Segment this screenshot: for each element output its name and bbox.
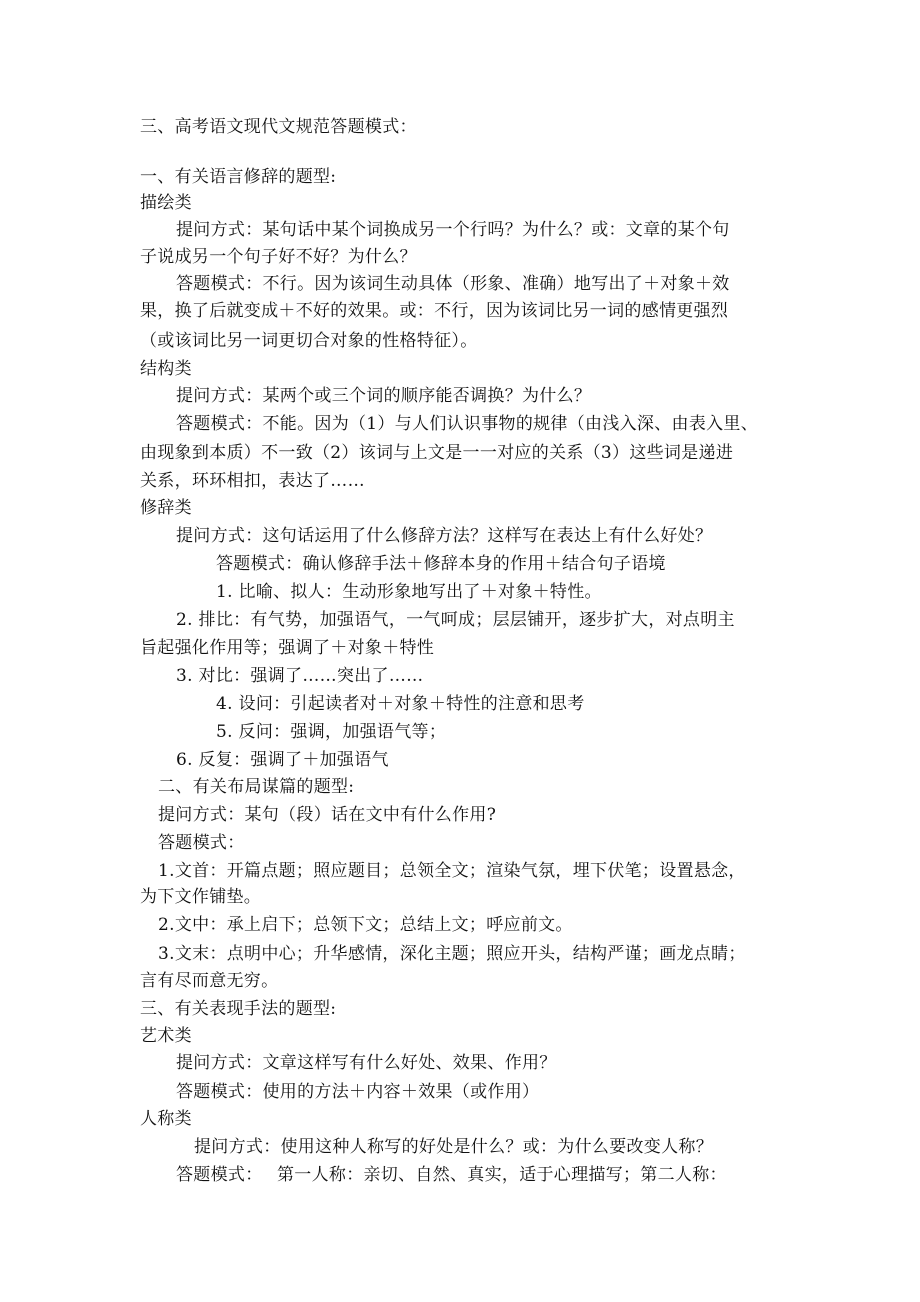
text-line: 由现象到本质）不一致（2）该词与上文是一一对应的关系（3）这些词是递进	[140, 443, 734, 463]
text-line: 子说成另一个句子好不好？为什么？	[140, 247, 417, 267]
text-line: 关系，环环相扣，表达了……	[140, 471, 365, 491]
list-item: 5. 反问：强调，加强语气等；	[216, 722, 447, 742]
text-line: 旨起强化作用等；强调了＋对象＋特性	[140, 638, 435, 658]
text-line: 提问方式：文章这样写有什么好处、效果、作用？	[176, 1053, 557, 1073]
text-line: 言有尽而意无穷。	[140, 971, 279, 991]
subheading-description: 描绘类	[140, 193, 192, 213]
document-title: 三、高考语文现代文规范答题模式：	[140, 117, 417, 137]
list-item: 1. 比喻、拟人：生动形象地写出了＋对象＋特性。	[216, 582, 602, 602]
text-line: 为下文作铺垫。	[140, 887, 262, 907]
section-heading-rhetoric: 一、有关语言修辞的题型:	[140, 167, 337, 187]
list-item: 2.文中：承上启下；总领下文；总结上文；呼应前文。	[158, 915, 573, 935]
text-line: 答题模式：不行。因为该词生动具体（形象、准确）地写出了＋对象＋效	[176, 274, 730, 294]
list-item: 1.文首：开篇点题；照应题目；总领全文；渲染气氛，埋下伏笔；设置悬念，	[158, 861, 746, 881]
text-line: 提问方式：某句（段）话在文中有什么作用?	[158, 805, 497, 825]
section-heading-layout: 二、有关布局谋篇的题型:	[158, 777, 355, 797]
text-line: 果，换了后就变成＋不好的效果。或：不行，因为该词比另一词的感情更强烈	[140, 301, 729, 321]
text-line: 答题模式：不能。因为（1）与人们认识事物的规律（由浅入深、由表入里、	[176, 414, 759, 434]
text-line: 答题模式：使用的方法＋内容＋效果（或作用）	[176, 1082, 540, 1102]
text-line: 提问方式：某句话中某个词换成另一个行吗？为什么？或：文章的某个句	[176, 220, 730, 240]
list-item: 4. 设问：引起读者对＋对象＋特性的注意和思考	[216, 694, 585, 714]
list-item: 3. 对比：强调了……突出了……	[176, 666, 424, 686]
subheading-person: 人称类	[140, 1109, 192, 1129]
text-line: 提问方式：某两个或三个词的顺序能否调换？为什么？	[176, 386, 592, 406]
subheading-structure: 结构类	[140, 359, 192, 379]
text-line: 答题模式：确认修辞手法＋修辞本身的作用＋结合句子语境	[216, 554, 666, 574]
section-heading-technique: 三、有关表现手法的题型:	[140, 999, 337, 1019]
subheading-art: 艺术类	[140, 1026, 192, 1046]
list-item: 2. 排比：有气势，加强语气，一气呵成；层层铺开，逐步扩大，对点明主	[176, 610, 735, 630]
list-item: 6. 反复：强调了＋加强语气	[176, 750, 389, 770]
subheading-rhetoric: 修辞类	[140, 498, 192, 518]
text-line: （或该词比另一词更切合对象的性格特征）。	[140, 331, 478, 351]
text-line: 答题模式：	[158, 833, 245, 853]
text-line: 答题模式： 第一人称：亲切、自然、真实，适于心理描写；第二人称：	[176, 1165, 727, 1185]
list-item: 3.文末：点明中心；升华感情，深化主题；照应开头，结构严谨；画龙点睛；	[158, 944, 746, 964]
text-line: 提问方式：这句话运用了什么修辞方法？这样写在表达上有什么好处？	[176, 526, 713, 546]
text-line: 提问方式：使用这种人称写的好处是什么？或：为什么要改变人称？	[194, 1137, 713, 1157]
